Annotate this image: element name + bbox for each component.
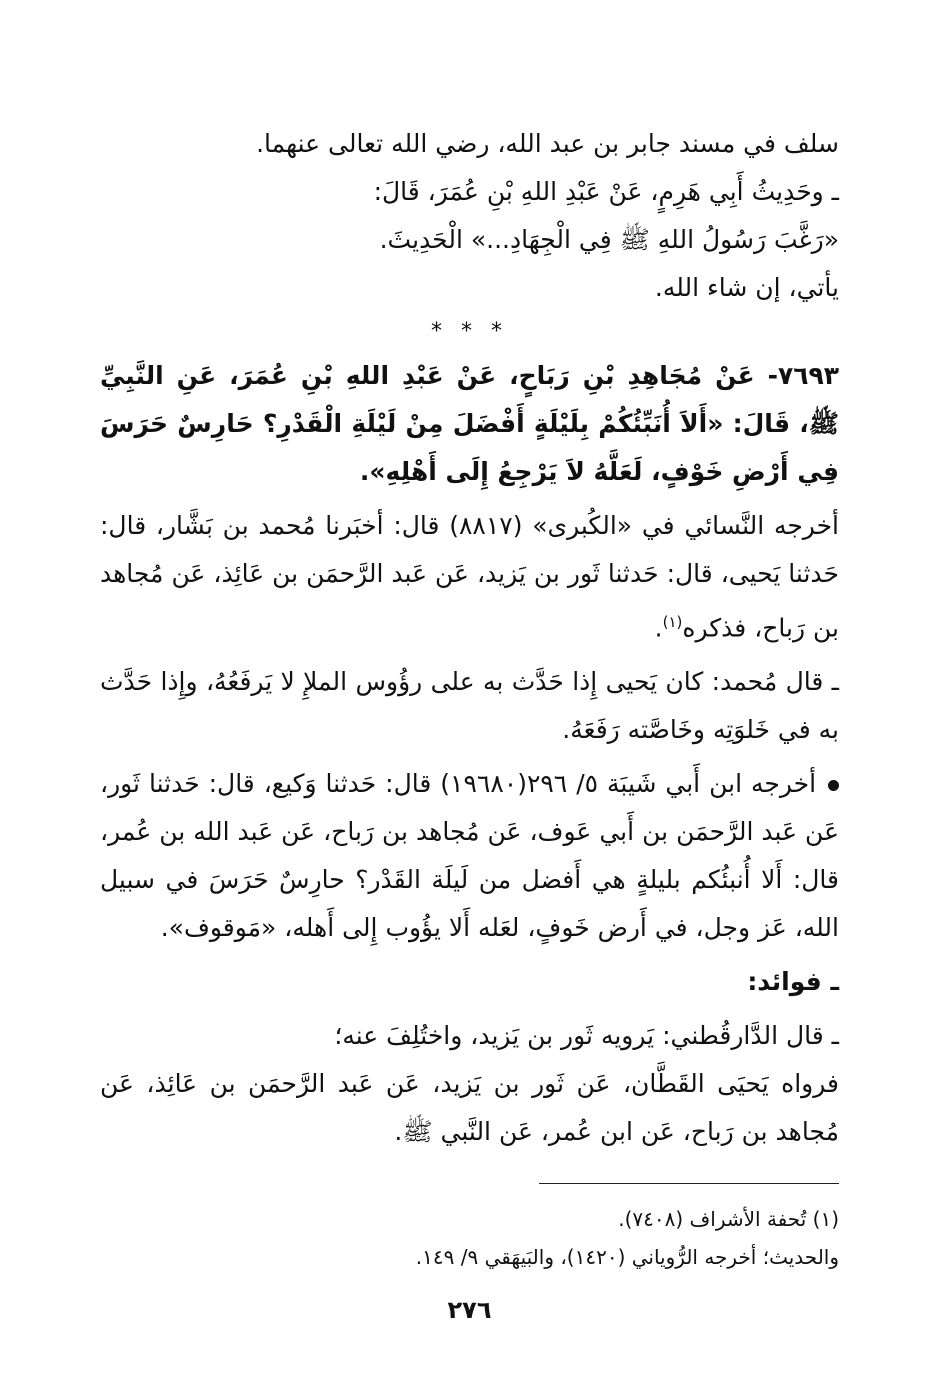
footnote-ref: (١) <box>662 613 683 631</box>
takhrij-end: . <box>654 613 663 643</box>
footnote: (١) تُحفة الأشراف (٧٤٠٨). <box>618 1207 839 1231</box>
takhrij-text: أخرجه ابن أَبي شَيبَة ٥/ ٢٩٦(١٩٦٨٠) قال: حَدثنا وَكيع، قال: حَدثنا ثَور، عَن عَبد الرَّحمَن بن أَبي عَوف، عَن مُجاهد بن رَباح، عَن عَبد الله بن عُمر، قال: أَلا أُنبئُكم بليلةٍ هي أَفضل من لَيلَة القَدْر؟ حارِسٌ حَرَسَ في سبيل الله، عَز وجل، في أَرض خَوفٍ، لعَله أَلا يؤُوب إِلى أَهله، «مَوقوف». <box>100 769 839 943</box>
footnote-divider <box>539 1183 839 1184</box>
bullet-icon <box>828 780 839 791</box>
intro-line: «رَغَّبَ رَسُولُ اللهِ ﷺ فِي الْجِهَادِ...» الْحَدِيثَ. <box>379 225 839 254</box>
fawaid-line: فرواه يَحيَى القَطَّان، عَن ثَور بن يَزيد، عَن عَبد الرَّحمَن بن عَائِذ، عَن مُجاهد بن رَباح، عَن ابن عُمر، عَن النَّبي ﷺ. <box>100 1069 839 1147</box>
hadith-text: ٧٦٩٣- عَنْ مُجَاهِدِ بْنِ رَبَاحٍ، عَنْ عَبْدِ اللهِ بْنِ عُمَرَ، عَنِ النَّبِيِّ ﷺ، قَالَ: «أَلاَ أُنَبِّئُكُمْ بِلَيْلَةٍ أَفْضَلَ مِنْ لَيْلَةِ الْقَدْرِ؟ حَارِسٌ حَرَسَ فِي أَرْضِ خَوْفٍ، لَعَلَّهُ لاَ يَرْجِعُ إِلَى أَهْلِهِ». <box>100 361 839 486</box>
fawaid-heading: ـ فوائد: <box>747 967 839 997</box>
section-separator: * * * <box>431 319 508 344</box>
main-text <box>100 120 839 1156</box>
intro-line: يأتي، إن شاء الله. <box>654 273 839 302</box>
page-number: ٢٧٦ <box>447 1296 492 1324</box>
fawaid-line: ـ قال الدَّارقُطني: يَرويه ثَور بن يَزيد، واختُلِفَ عنه؛ <box>334 1021 839 1051</box>
footnote: والحديث؛ أخرجه الرُّوياني (١٤٢٠)، والبَيهَقي ٩/ ١٤٩. <box>415 1245 839 1269</box>
takhrij-paragraph: ـ قال مُحمد: كان يَحيى إِذا حَدَّث به على رؤُوس الملإِ لا يَرفَعُهُ، وإِذا حَدَّث به في خَلوَتِه وخَاصَّته رَفَعَهُ. <box>100 667 839 745</box>
footnotes <box>100 1200 839 1276</box>
takhrij-text: أخرجه النَّسائي في «الكُبرى» (٨٨١٧) قال: أخبَرنا مُحمد بن بَشَّار، قال: حَدثنا يَحيى، قال: حَدثنا ثَور بن يَزيد، عَن عَبد الرَّحمَن بن عَائِذ، عَن مُجاهد بن رَباح، فذكره <box>100 511 839 643</box>
intro-line: ـ وحَدِيثُ أَبِي هَرِمٍ، عَنْ عَبْدِ اللهِ بْنِ عُمَرَ، قَالَ: <box>373 177 839 206</box>
takhrij-paragraph <box>100 502 839 652</box>
takhrij-paragraph <box>100 760 839 952</box>
intro-line: سلف في مسند جابر بن عبد الله، رضي الله تعالى عنهما. <box>256 129 839 158</box>
